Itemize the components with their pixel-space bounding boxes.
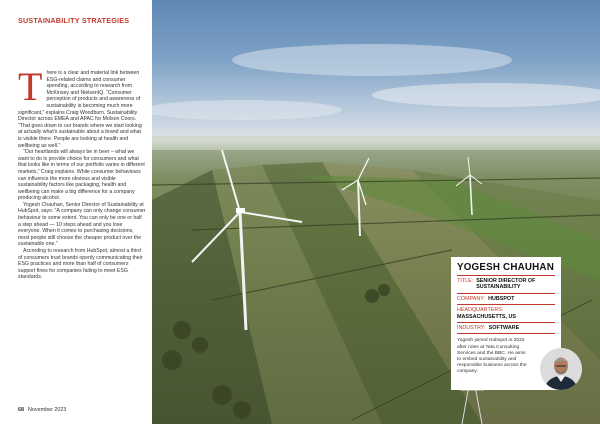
profile-company-row: COMPANY: HUBSPOT: [457, 295, 515, 302]
profile-name: YOGESH CHAUHAN: [457, 262, 554, 273]
divider: [457, 275, 555, 276]
article-body: [18, 64, 146, 281]
profile-company: HUBSPOT: [488, 295, 515, 302]
divider: [457, 322, 555, 323]
drop-cap: T: [18, 64, 43, 109]
article-paragraph-3: Yogesh Chauhan, Senior Director of Sustainability at HubSpot, says: “A company can only change consumer behaviour to some extent. You can only be one or half a step ahead — 10 steps ahead and you lose everyone. When it comes to purchasing decisions, most people still choose the cheaper product over the sustainable one.”: [18, 201, 146, 248]
profile-hq: MASSACHUSETTS, US: [457, 313, 517, 320]
avatar: [540, 348, 582, 390]
divider: [457, 293, 555, 294]
profile-industry: SOFTWARE: [488, 325, 520, 332]
divider: [457, 304, 555, 305]
divider: [457, 333, 555, 334]
page-footer: [18, 407, 66, 413]
section-title: SUSTAINABILITY STRATEGIES: [18, 16, 130, 25]
article-paragraph-4: According to research from HubSpot, almost a third of consumers trust brands openly communicating their ESG practices and more than half of consumers support fines for companies failing to meet ESG standards.: [18, 248, 143, 281]
profile-title-row: TITLE: SENIOR DIRECTOR OF SUSTAINABILITY: [457, 278, 555, 291]
article-column: [0, 0, 150, 424]
issue-date: November 2023: [28, 407, 67, 413]
profile-hq-row: HEADQUARTERS: MASSACHUSETTS, US: [457, 307, 555, 320]
article-paragraph-2: “Our heartlands will always be in beer – what we want to do is provide choice for consumers and what that looks like in terms of our portfolio varies in different markets,” Craig explains. While consumer behaviours can influence the more obvious and visible sustainability factors like packaging, health and wellbeing can make a big difference for a company producing alcohol.: [18, 149, 145, 202]
profile-title: SENIOR DIRECTOR OF SUSTAINABILITY: [476, 278, 536, 291]
profile-industry-row: INDUSTRY: SOFTWARE: [457, 325, 520, 332]
article-paragraph-1: There is a clear and material link between ESG-related claims and consumer spending, according to research from McKinsey and NielsenIQ. “Consumer perception of products and awareness of sustainability is becoming much more significant,” explains Craig Woodburn, Sustainability Director across EMEA and APAC for Molson Coors. “That goes down to our brands where we start looking at actually what's sustainable about a brand and what is visible there. People are looking at health and wellbeing as well.”: [18, 64, 142, 149]
profile-bio: Yogesh joined Hubspot in 2022 after roles at Tata Consulting Services and the BBC. He aims to embed sustainability and responsible business across the company.: [457, 338, 527, 375]
person-portrait-icon: [540, 348, 582, 390]
page-number: 68: [18, 407, 24, 413]
